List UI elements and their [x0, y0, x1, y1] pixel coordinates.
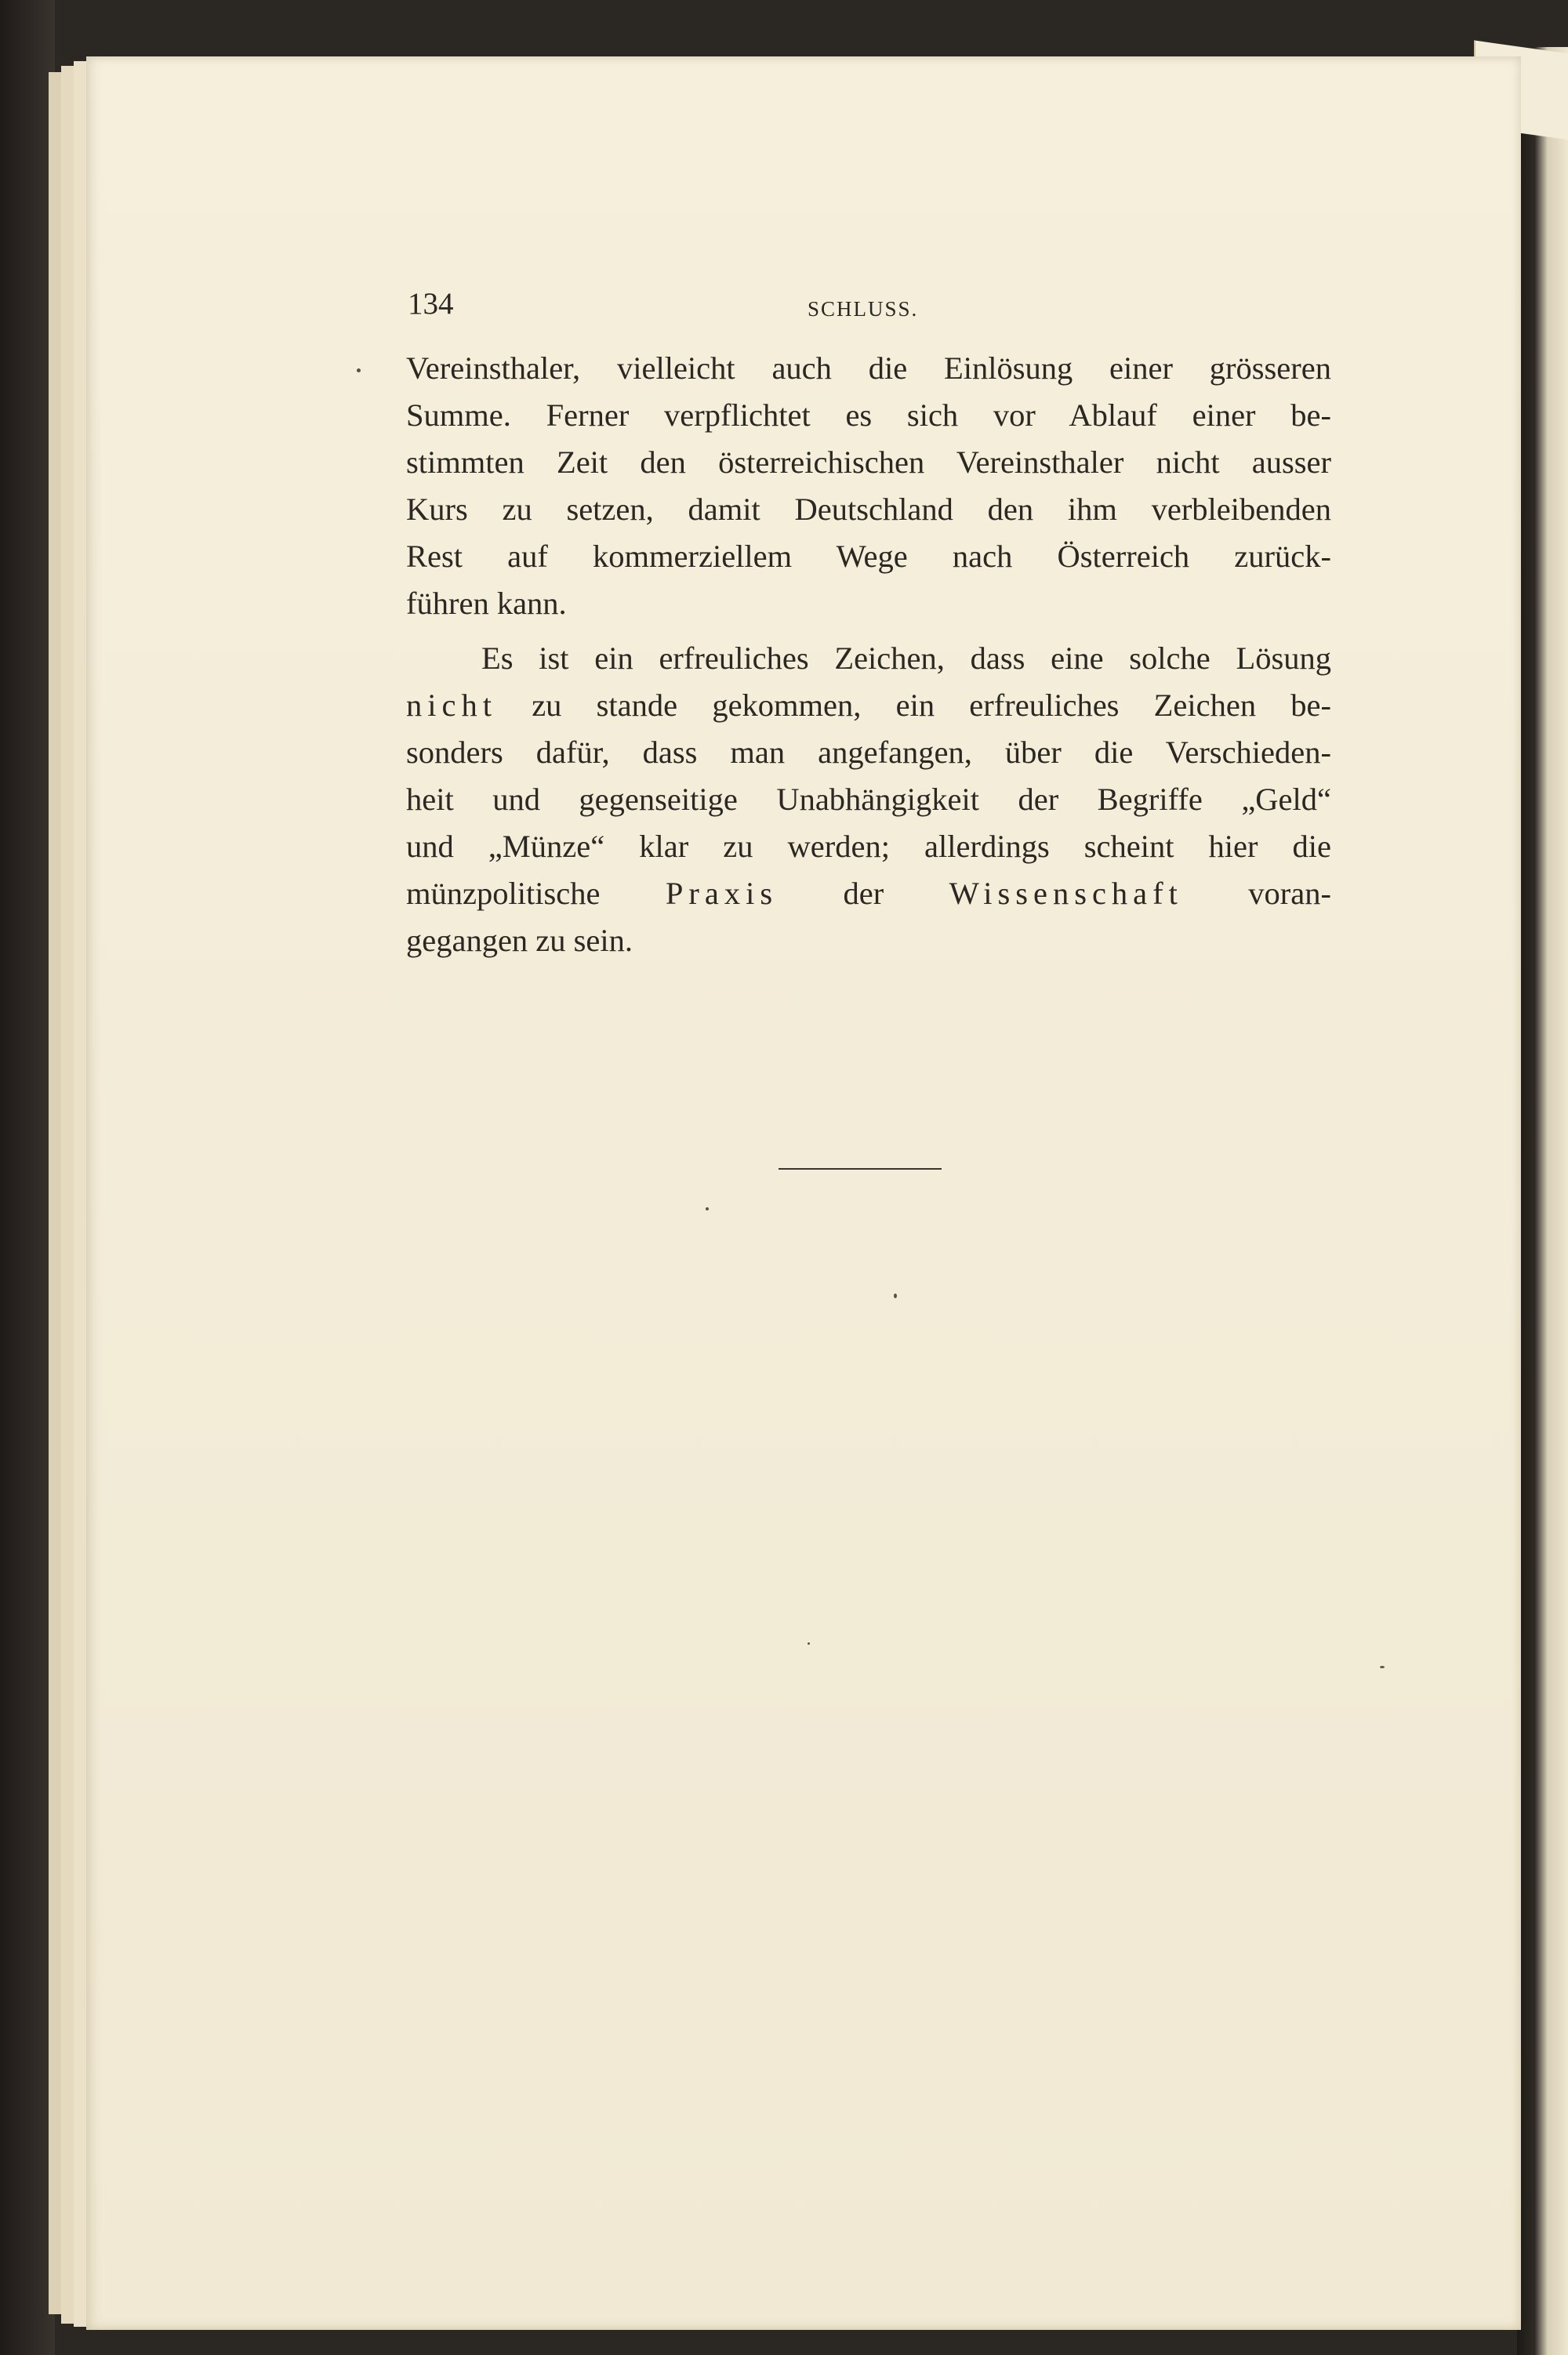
text-line: sonders dafür, dass man angefangen, über die Verschieden- — [406, 735, 1331, 770]
paper-speck — [357, 368, 361, 372]
text-line: gegangen zu sein. — [406, 923, 633, 958]
text-fragment: der — [778, 876, 949, 911]
text-line: und „Münze“ klar zu werden; allerdings scheint hier die — [406, 829, 1331, 864]
adjacent-page-edge — [1517, 47, 1568, 2355]
paragraph-1 — [406, 345, 1331, 627]
section-title: SCHLUSS. — [808, 297, 919, 321]
text-line — [406, 870, 1331, 917]
text-line: Kurs zu setzen, damit Deutschland den ihm verbleibenden — [406, 492, 1331, 527]
page-number: 134 — [408, 287, 454, 321]
body-text — [406, 345, 1331, 964]
text-fragment: voran- — [1182, 876, 1331, 911]
text-line: Summe. Ferner verpflichtet es sich vor Ablauf einer be- — [406, 397, 1331, 433]
emphasized-word: Praxis — [665, 876, 779, 911]
paper-speck — [808, 1642, 810, 1645]
paper-speck — [894, 1294, 897, 1298]
running-head — [0, 286, 1568, 333]
text-line: stimmten Zeit den österreichischen Vereinsthaler nicht ausser — [406, 445, 1331, 480]
book-binding — [0, 0, 55, 2355]
paragraph-2 — [406, 635, 1331, 964]
text-line: führen kann. — [406, 586, 567, 621]
paper-speck — [706, 1207, 709, 1210]
text-line: Rest auf kommerziellem Wege nach Österreich zurück- — [406, 539, 1331, 574]
text-line: heit und gegenseitige Unabhängigkeit der Begriffe „Geld“ — [406, 782, 1331, 817]
end-rule — [779, 1168, 942, 1170]
text-line: Es ist ein erfreuliches Zeichen, dass eine solche Lösung — [481, 640, 1331, 676]
text-fragment: zu stande gekommen, ein erfreuliches Zeichen be- — [496, 688, 1331, 723]
text-fragment: münzpolitische — [406, 876, 666, 911]
text-line — [406, 682, 1331, 729]
emphasized-word: Wissenschaft — [949, 876, 1183, 911]
emphasized-word: nicht — [406, 688, 497, 723]
paper-speck — [1380, 1666, 1385, 1668]
text-line: Vereinsthaler, vielleicht auch die Einlösung einer grösseren — [406, 350, 1331, 386]
